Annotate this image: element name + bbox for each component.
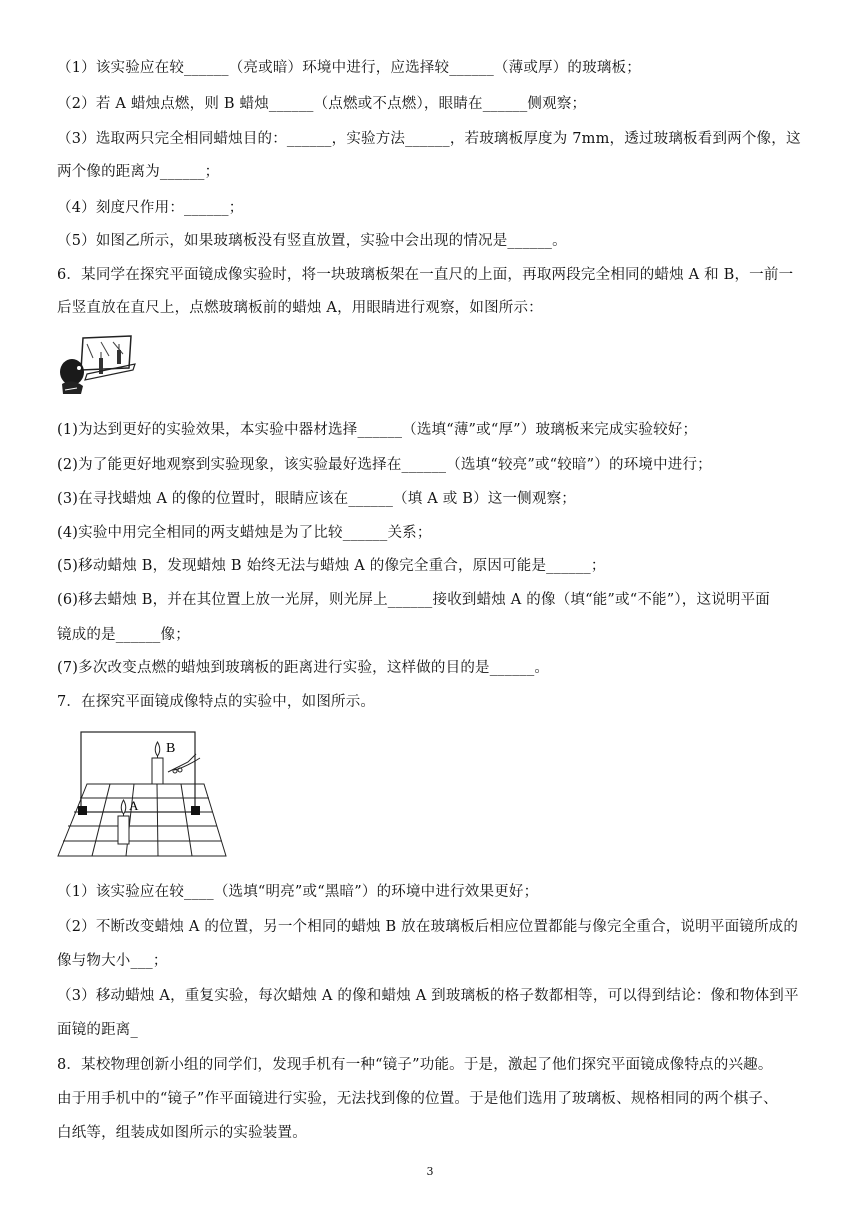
q5-part1: （1）该实验应在较______（亮或暗）环境中进行，应选择较______（薄或厚）的玻璃板； xyxy=(57,60,641,76)
q5-part4: （4）刻度尺作用：______； xyxy=(57,200,244,216)
q7-figure-image xyxy=(54,728,234,864)
q8-stem: 8．某校物理创新小组的同学们，发现手机有一种“镜子”功能。于是，激起了他们探究平面镜成像特点的兴趣。 xyxy=(57,1057,773,1073)
q7-part3: （3）移动蜡烛 A，重复实验，每次蜡烛 A 的像和蜡烛 A 到玻璃板的格子数都相等，可以得到结论：像和物体到平 xyxy=(57,988,799,1004)
q6-part5: (5)移动蜡烛 B，发现蜡烛 B 始终无法与蜡烛 A 的像完全重合，原因可能是______； xyxy=(57,558,606,574)
q5-part3-cont: 两个像的距离为______； xyxy=(57,164,220,180)
q6-stem: 6．某同学在探究平面镜成像实验时，将一块玻璃板架在一直尺的上面，再取两段完全相同的蜡烛 A 和 B，一前一 xyxy=(57,267,794,283)
q7-part3-cont: 面镜的距离_ xyxy=(57,1022,138,1038)
q7-part2-cont: 像与物大小___； xyxy=(57,953,168,969)
page-number: 3 xyxy=(426,1165,434,1178)
q6-part2: (2)为了能更好地观察到实验现象，该实验最好选择在______（选填“较亮”或“较暗”）的环境中进行； xyxy=(57,457,712,473)
q6-part4: (4)实验中用完全相同的两支蜡烛是为了比较______关系； xyxy=(57,525,432,541)
q5-part2: （2）若 A 蜡烛点燃，则 B 蜡烛______（点燃或不点燃），眼睛在______侧观察； xyxy=(57,96,587,112)
q5-part3: （3）选取两只完全相同蜡烛目的：______，实验方法______，若玻璃板厚度为 7mm，透过玻璃板看到两个像，这 xyxy=(57,131,801,147)
q6-part6-cont: 镜成的是______像； xyxy=(57,627,190,643)
candle-a-label: A xyxy=(129,798,139,813)
q7-stem: 7．在探究平面镜成像特点的实验中，如图所示。 xyxy=(57,694,376,710)
q6-part6: (6)移去蜡烛 B，并在其位置上放一光屏，则光屏上______接收到蜡烛 A 的像（填“能”或“不能”），这说明平面 xyxy=(57,592,770,608)
q6-part7: (7)多次改变点燃的蜡烛到玻璃板的距离进行实验，这样做的目的是______。 xyxy=(57,660,550,676)
q7-part1: （1）该实验应在较____（选填“明亮”或“黑暗”）的环境中进行效果更好； xyxy=(57,884,539,900)
q7-part2: （2）不断改变蜡烛 A 的位置，另一个相同的蜡烛 B 放在玻璃板后相应位置都能与像完全重合，说明平面镜所成的 xyxy=(57,919,799,935)
candle-b-label: B xyxy=(166,741,176,756)
q6-figure-image xyxy=(57,334,137,396)
q5-part5: （5）如图乙所示，如果玻璃板没有竖直放置，实验中会出现的情况是______。 xyxy=(57,233,567,249)
q6-part3: (3)在寻找蜡烛 A 的像的位置时，眼睛应该在______（填 A 或 B）这一侧观察； xyxy=(57,491,576,507)
q8-stem-cont1: 由于用手机中的“镜子”作平面镜进行实验，无法找到像的位置。于是他们选用了玻璃板、规格相同的两个棋子、 xyxy=(57,1091,778,1107)
q6-stem-cont: 后竖直放在直尺上，点燃玻璃板前的蜡烛 A，用眼睛进行观察，如图所示： xyxy=(57,300,543,316)
q8-stem-cont2: 白纸等，组装成如图所示的实验装置。 xyxy=(57,1125,307,1141)
q6-part1: (1)为达到更好的实验效果，本实验中器材选择______（选填“薄”或“厚”）玻璃板来完成实验较好； xyxy=(57,422,698,438)
